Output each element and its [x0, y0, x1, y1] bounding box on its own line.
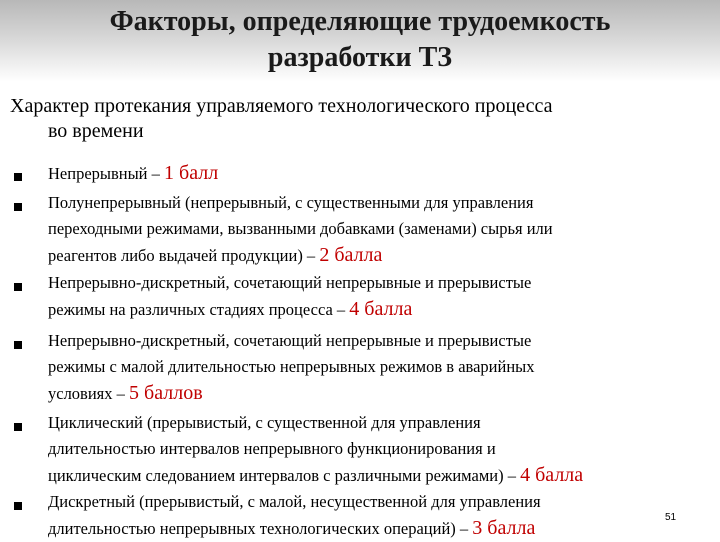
bullet-text: Дискретный (прерывистый, с малой, несущественной для управления: [48, 492, 541, 511]
page-number: 51: [665, 512, 677, 523]
bullet-marker: [14, 283, 22, 291]
bullet-item: [48, 270, 703, 323]
title-line-2: разработки ТЗ: [267, 42, 453, 73]
bullet-marker: [14, 173, 22, 181]
bullet-item: [48, 328, 703, 407]
bullet-text: Полунепрерывный (непрерывный, с существенными для управления: [48, 193, 534, 212]
bullet-text: длительностью непрерывных технологических операций) –: [48, 519, 473, 538]
bullet-marker: [14, 203, 22, 211]
bullet-marker: [14, 502, 22, 510]
score-label: 4 балла: [520, 464, 584, 486]
heading-line-1: Характер протекания управляемого технологического процесса: [10, 95, 553, 117]
bullet-text: циклическим следованием интервалов с различными режимами) –: [48, 466, 521, 485]
bullet-text: Непрерывно-дискретный, сочетающий непрерывные и прерывистые: [48, 273, 532, 292]
bullet-item: [48, 410, 703, 489]
score-label: 1 балл: [164, 162, 219, 184]
bullet-item: [48, 160, 703, 187]
bullet-text: Непрерывный –: [48, 164, 165, 183]
score-label: 2 балла: [319, 244, 383, 266]
bullet-item: [48, 190, 703, 269]
score-label: 5 баллов: [129, 382, 203, 404]
bullet-text: Циклический (прерывистый, с существенной для управления: [48, 413, 481, 432]
bullet-item: [48, 489, 703, 542]
bullet-text: режимы с малой длительностью непрерывных режимов в аварийных: [48, 357, 535, 376]
bullet-text: Непрерывно-дискретный, сочетающий непрерывные и прерывистые: [48, 331, 532, 350]
bullet-text: условиях –: [48, 384, 130, 403]
bullet-text: длительностью интервалов непрерывного функционирования и: [48, 439, 496, 458]
score-label: 3 балла: [472, 517, 536, 539]
title-line-1: Факторы, определяющие трудоемкость: [109, 6, 611, 37]
bullet-marker: [14, 341, 22, 349]
heading-line-2: во времени: [48, 120, 144, 142]
bullet-text: режимы на различных стадиях процесса –: [48, 300, 350, 319]
score-label: 4 балла: [349, 298, 413, 320]
bullet-text: реагентов либо выдачей продукции) –: [48, 246, 320, 265]
bullet-text: переходными режимами, вызванными добавками (заменами) сырья или: [48, 219, 553, 238]
bullet-marker: [14, 423, 22, 431]
